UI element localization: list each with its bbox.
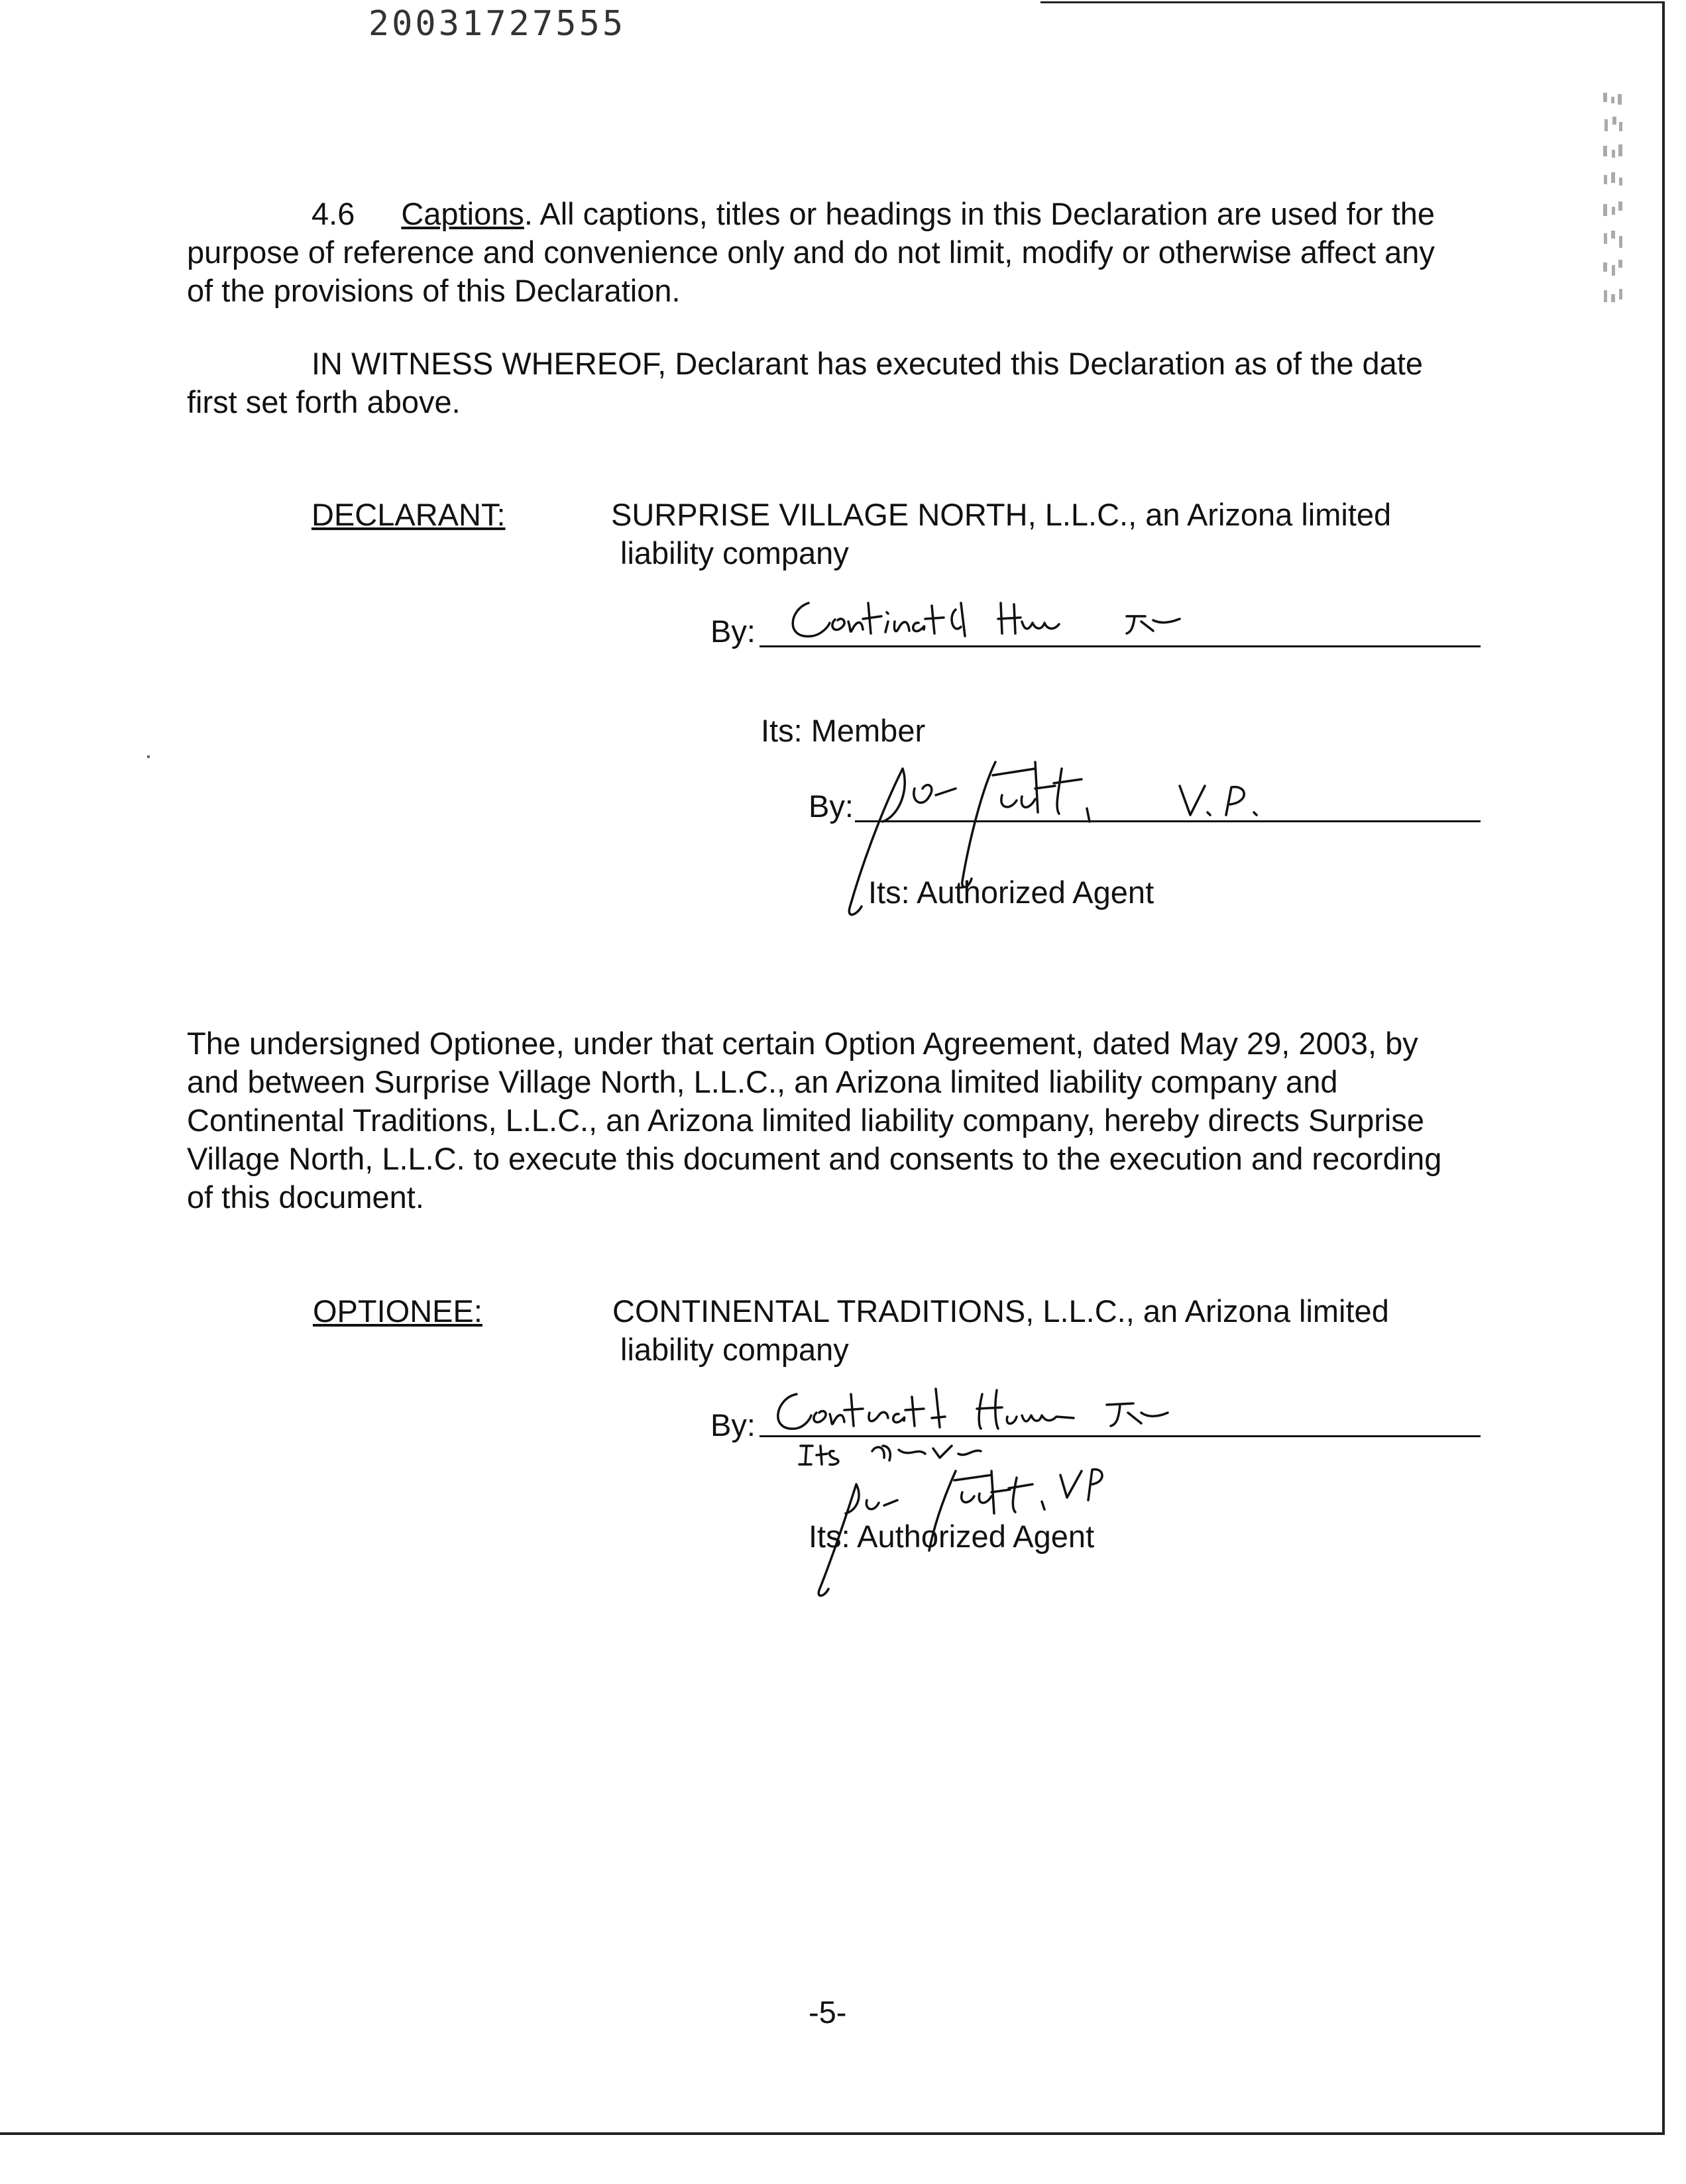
optionee-paragraph-line1: The undersigned Optionee, under that certain Option Agreement, dated May 29, 2003, by [187,1026,1418,1061]
top-border-rule [1040,1,1663,3]
witness-line2: first set forth above. [187,384,461,419]
declarant-by-signature [782,590,1233,649]
declarant-by-label: By: [710,614,756,649]
optionee-paragraph-line3: Continental Traditions, L.L.C., an Arizona limited liability company, hereby directs Surprise [187,1103,1424,1138]
scan-speck [147,755,150,758]
optionee-paragraph-line5: of this document. [187,1179,424,1215]
bottom-border-rule [0,2132,1665,2135]
optionee-entity-line2: liability company [620,1332,849,1367]
witness-line1: IN WITNESS WHEREOF, Declarant has executed this Declaration as of the date [311,346,1424,381]
optionee-entity-line1: CONTINENTAL TRADITIONS, L.L.C., an Arizona limited [612,1293,1389,1329]
section-4-6-line2: purpose of reference and convenience only and do not limit, modify or otherwise affect any [187,235,1435,270]
page-number: -5- [809,1994,847,2030]
declarant-agent-by-label: By: [809,789,854,824]
declarant-entity-line2: liability company [620,535,849,571]
document-number: 20031727555 [368,4,626,44]
right-border-rule [1662,1,1665,2135]
section-caption: Captions [401,196,524,231]
section-number: 4.6 [311,196,355,231]
margin-barcode-stamp [1601,93,1627,311]
declarant-its-member: Its: Member [761,713,926,748]
optionee-label: OPTIONEE: [313,1293,482,1329]
section-4-6-line1-text: . All captions, titles or headings in this Declaration are used for the [524,196,1435,231]
optionee-paragraph-line4: Village North, L.L.C. to execute this document and consents to the execution and recording [187,1141,1442,1176]
optionee-by-label: By: [710,1407,756,1443]
declarant-its-authorized-agent: Its: Authorized Agent [868,875,1154,910]
section-4-6-line3: of the provisions of this Declaration. [187,273,681,308]
section-4-6-line1 [311,195,1435,233]
declarant-entity-line1: SURPRISE VILLAGE NORTH, L.L.C., an Arizona limited [611,497,1392,532]
optionee-its-authorized-agent: Its: Authorized Agent [809,1519,1095,1554]
declarant-label: DECLARANT: [311,497,506,532]
optionee-paragraph-line2: and between Surprise Village North, L.L.C., an Arizona limited liability company and [187,1064,1338,1099]
